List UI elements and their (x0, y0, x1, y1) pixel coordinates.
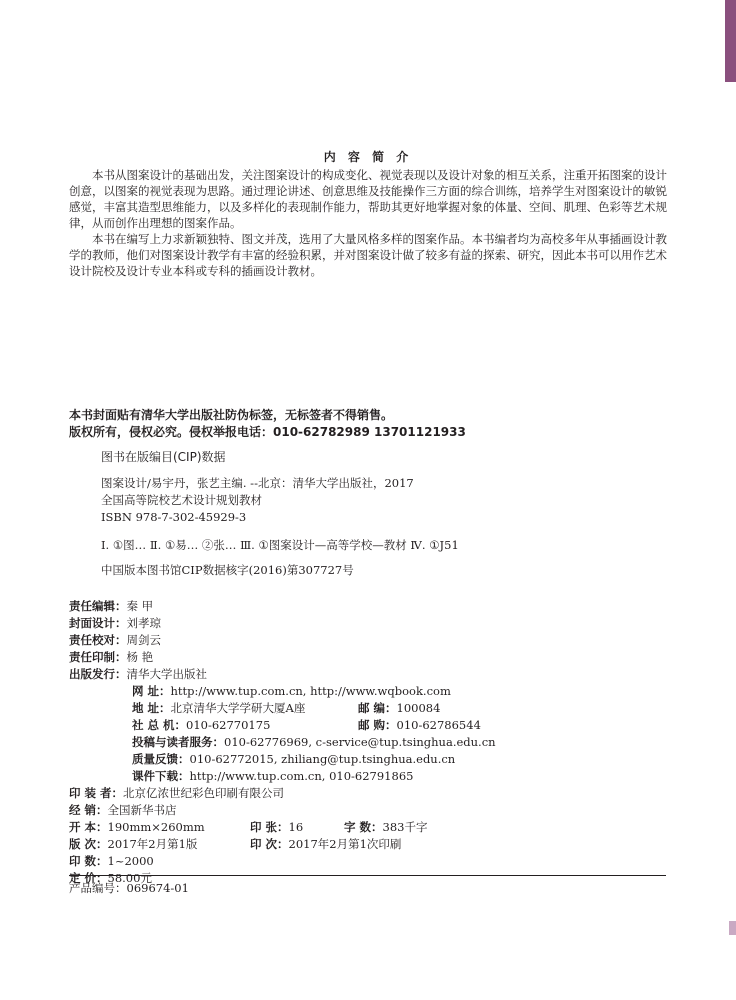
staff-label: 封面设计： (69, 616, 127, 630)
web-value: http://www.tup.com.cn, http://www.wqbook.com (170, 684, 451, 698)
quality-label: 质量反馈： (132, 752, 190, 766)
impression-label: 印 次： (250, 837, 289, 851)
copies-value: 1~2000 (107, 854, 154, 868)
intro-section (69, 167, 667, 279)
impression-value: 2017年2月第1次印刷 (288, 837, 402, 851)
purple-edge-tab (725, 0, 736, 82)
edition-row (69, 836, 197, 852)
publisher-web (132, 683, 451, 699)
staff-value: 秦 甲 (126, 599, 154, 613)
impression-row (250, 836, 401, 852)
copies-row (69, 853, 154, 869)
staff-value: 周剑云 (126, 633, 161, 647)
cip-line: ISBN 978-7-302-45929-3 (101, 510, 247, 524)
copyright-notice: 版权所有，侵权必究。侵权举报电话：010-62782989 13701121933 (69, 425, 466, 439)
staff-value: 杨 艳 (126, 650, 154, 664)
address-label: 地 址： (132, 701, 171, 715)
mail-order-label: 邮 购： (358, 718, 397, 732)
words-value: 383千字 (382, 820, 428, 834)
sheets-row (250, 819, 303, 835)
mail-order-value: 010-62786544 (396, 718, 481, 732)
cip-line: 全国高等院校艺术设计规划教材 (101, 493, 262, 507)
staff-row (69, 649, 153, 665)
edition-label: 版 次： (69, 837, 108, 851)
page-title: 内 容 简 介 (323, 150, 413, 164)
page-edge-marker (729, 921, 736, 935)
zip-label: 邮 编： (358, 701, 397, 715)
edition-value: 2017年2月第1版 (107, 837, 198, 851)
cip-line: 图案设计/易宇丹，张艺主编. --北京：清华大学出版社，2017 (101, 476, 414, 490)
cip-record (101, 475, 414, 526)
sheets-value: 16 (288, 820, 304, 834)
switchboard-value: 010-62770175 (186, 718, 271, 732)
publisher-zip (358, 700, 440, 716)
intro-paragraph-2: 本书在编写上力求新颖独特、图文并茂，选用了大量风格多样的图案作品。本书编者均为高校多年从事插画设计教学的教师，他们对图案设计教学有丰富的经验积累，并对图案设计做了较多有益的探索、研究，因此本书可以用作艺术设计院校及设计专业本科或专科的插画设计教材。 (69, 232, 667, 278)
copies-label: 印 数： (69, 854, 108, 868)
staff-value: 清华大学出版社 (126, 667, 207, 681)
download-label: 课件下载： (132, 769, 190, 783)
staff-row (69, 598, 153, 614)
publisher-service (132, 734, 496, 750)
classification-line: Ⅰ. ①图… Ⅱ. ①易… ②张… Ⅲ. ①图案设计—高等学校—教材 Ⅳ. ①J51 (101, 538, 459, 552)
format-row (69, 819, 205, 835)
staff-row (69, 666, 207, 682)
address-value: 北京清华大学学研大厦A座 (170, 701, 306, 715)
staff-label: 责任校对： (69, 633, 127, 647)
sheets-label: 印 张： (250, 820, 289, 834)
publisher-mail-order (358, 717, 481, 733)
printer-row (69, 785, 284, 801)
product-number: 产品编号：069674-01 (69, 881, 189, 895)
staff-row (69, 615, 161, 631)
distributor-row (69, 802, 177, 818)
cip-title: 图书在版编目(CIP)数据 (101, 450, 226, 464)
distributor-label: 经 销： (69, 803, 108, 817)
service-label: 投稿与读者服务： (132, 735, 224, 749)
price-value: 58.00元 (107, 871, 152, 885)
publisher-download (132, 768, 413, 784)
switchboard-label: 社 总 机： (132, 718, 187, 732)
zip-value: 100084 (396, 701, 441, 715)
anti-fake-notice: 本书封面贴有清华大学出版社防伪标签，无标签者不得销售。 (69, 408, 394, 422)
quality-value: 010-62772015, zhiliang@tup.tsinghua.edu.cn (189, 752, 456, 766)
divider-line (69, 875, 666, 876)
words-label: 字 数： (344, 820, 383, 834)
publisher-quality (132, 751, 455, 767)
staff-label: 出版发行： (69, 667, 127, 681)
staff-label: 责任印制： (69, 650, 127, 664)
intro-paragraph-1: 本书从图案设计的基础出发，关注图案设计的构成变化、视觉表现以及设计对象的相互关系，注重开拓图案的设计创意，以图案的视觉表现为思路。通过理论讲述、创意思维及技能操作三方面的综合训练，培养学生对图案设计的敏锐感觉，丰富其造型思维能力，以及多样化的表现制作能力，帮助其更好地掌握对象的体量、空间、肌理、色彩等艺术规律，从而创作出理想的图案作品。 (69, 168, 667, 230)
publisher-address (132, 700, 305, 716)
download-value: http://www.tup.com.cn, 010-62791865 (189, 769, 414, 783)
publisher-switchboard (132, 717, 270, 733)
distributor-value: 全国新华书店 (107, 803, 177, 817)
format-label: 开 本： (69, 820, 108, 834)
staff-label: 责任编辑： (69, 599, 127, 613)
printer-label: 印 装 者： (69, 786, 124, 800)
printer-value: 北京亿浓世纪彩色印刷有限公司 (123, 786, 285, 800)
format-value: 190mm×260mm (107, 820, 205, 834)
words-row (344, 819, 427, 835)
staff-value: 刘孝琼 (126, 616, 161, 630)
cip-check-number: 中国版本图书馆CIP数据核字(2016)第307727号 (101, 563, 354, 577)
service-value: 010-62776969, c-service@tup.tsinghua.edu.cn (224, 735, 496, 749)
web-label: 网 址： (132, 684, 171, 698)
staff-row (69, 632, 161, 648)
price-label: 定 价： (69, 871, 108, 885)
